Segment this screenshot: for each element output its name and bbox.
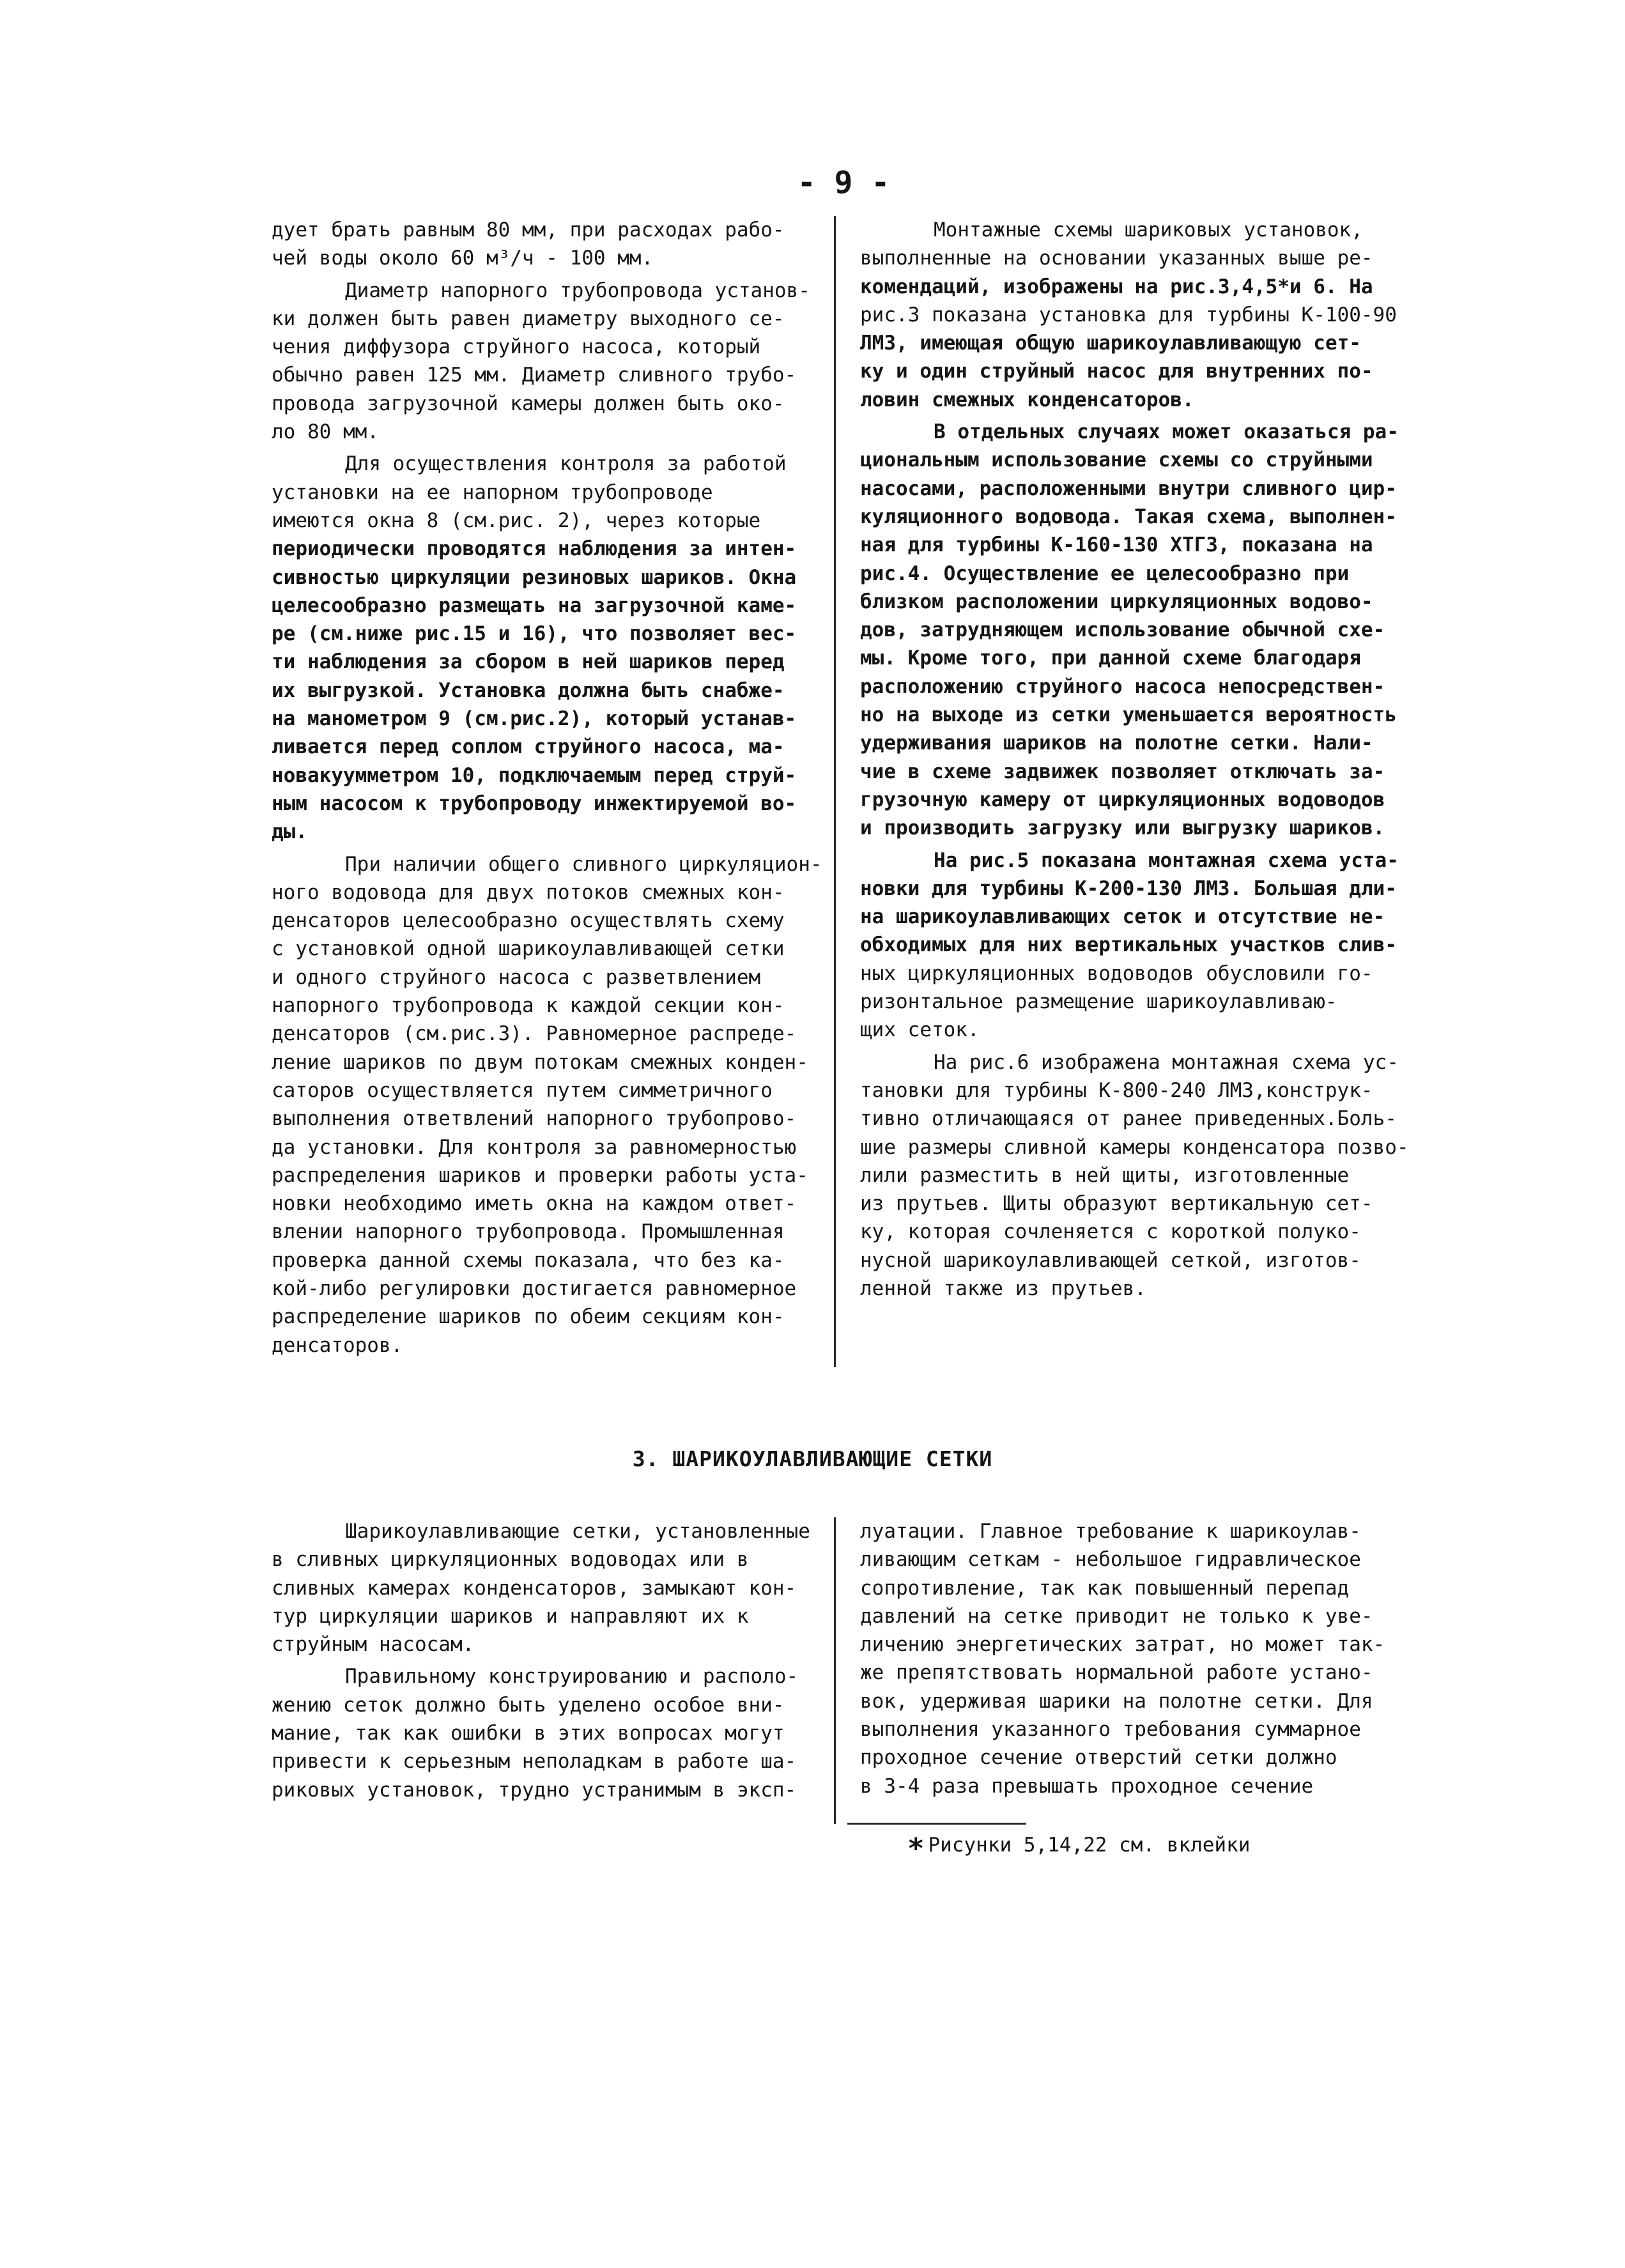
text-line: удерживания шариков на полотне сетки. Нали-	[860, 732, 1373, 755]
column-bottom-left	[272, 1517, 815, 1808]
column-divider	[834, 216, 836, 1367]
paragraph	[860, 1517, 1435, 1800]
paragraph	[272, 1662, 815, 1804]
text-line: Для осуществления контроля за работой	[345, 452, 787, 476]
text-line: влении напорного трубопровода. Промышленная	[272, 1220, 785, 1244]
text-line: ЛМЗ, имеющая общую шарикоулавливающую сет-	[860, 332, 1361, 355]
text-line: сивностью циркуляции резиновых шариков. Окна	[272, 565, 797, 589]
text-line: насосами, расположенными внутри сливного цир-	[860, 477, 1397, 500]
text-line: ло 80 мм.	[272, 420, 379, 444]
text-line: ливается перед соплом струйного насоса, ма-	[272, 735, 785, 759]
text-line: Диаметр напорного трубопровода установ-	[345, 279, 810, 302]
text-line: сливных камерах конденсаторов, замыкают кон-	[272, 1576, 797, 1600]
text-line: провода загрузочной камеры должен быть око-	[272, 392, 785, 415]
text-line: На рис.5 показана монтажная схема уста-	[934, 848, 1399, 872]
text-line: лили разместить в ней щиты, изготовленные	[860, 1163, 1350, 1187]
text-line: рис.3 показана установка для турбины К-100-90	[860, 303, 1397, 326]
text-line: проходное сечение отверстий сетки должно	[860, 1746, 1337, 1770]
column-top-left	[272, 216, 822, 1363]
text-line: привести к серьезным неполадкам в работе ша-	[272, 1750, 797, 1774]
text-line: куляционного водовода. Такая схема, выполнен-	[860, 505, 1397, 528]
paragraph	[272, 277, 815, 447]
text-line: мание, так как ошибки в этих вопросах могут	[272, 1722, 785, 1745]
paragraph	[272, 1517, 815, 1659]
text-line: на манометром 9 (см.рис.2), который устанав-	[272, 707, 797, 731]
text-line: Правильному конструированию и располо-	[345, 1665, 799, 1689]
text-line: мы. Кроме того, при данной схеме благодаря	[860, 647, 1361, 670]
text-line: щих сеток.	[860, 1018, 980, 1042]
text-line: рис.4. Осуществление ее целесообразно при	[860, 562, 1350, 585]
text-line: новакуумметром 10, подключаемым перед струй-	[272, 763, 797, 787]
text-line: новки необходимо иметь окна на каждом ответ-	[272, 1192, 797, 1216]
text-line: с установкой одной шарикоулавливающей сетки	[272, 937, 785, 961]
text-line: дует брать равным 80 мм, при расходах рабо-	[272, 218, 785, 241]
text-line: саторов осуществляется путем симметричного	[272, 1078, 773, 1102]
text-line: В отдельных случаях может оказаться ра-	[934, 420, 1399, 444]
text-line: тивно отличающаяся от ранее приведенных.Боль-	[860, 1107, 1397, 1131]
text-line: периодически проводятся наблюдения за интен-	[272, 537, 797, 561]
text-line: кой-либо регулировки достигается равномерное	[272, 1276, 797, 1300]
text-line: из прутьев. Щиты образуют вертикальную сет-	[860, 1192, 1373, 1216]
text-line: чей воды около 60 м³/ч - 100 мм.	[272, 247, 654, 270]
text-line: тур циркуляции шариков и направляют их к	[272, 1604, 749, 1628]
column-bottom-right	[860, 1517, 1435, 1804]
text-line: проверка данной схемы показала, что без ка-	[272, 1248, 785, 1272]
text-line: ленной также из прутьев.	[860, 1276, 1146, 1300]
text-line: денсаторов (см.рис.3). Равномерное распреде-	[272, 1022, 797, 1046]
text-line: обходимых для них вертикальных участков слив-	[860, 933, 1397, 957]
text-line: ление шариков по двум потокам смежных конден-	[272, 1050, 808, 1074]
text-line: чие в схеме задвижек позволяет отключать за-	[860, 760, 1385, 783]
text-line: ре (см.ниже рис.15 и 16), что позволяет вес-	[272, 622, 797, 646]
text-line: и одного струйного насоса с разветвлением	[272, 965, 761, 989]
text-line: ризонтальное размещение шарикоулавливаю-	[860, 990, 1337, 1014]
text-line: нусной шарикоулавливающей сеткой, изготов-	[860, 1248, 1361, 1272]
text-line: ного водовода для двух потоков смежных кон-	[272, 880, 785, 904]
paragraph	[272, 216, 815, 273]
text-line: денсаторов целесообразно осуществлять схему	[272, 909, 785, 933]
paragraph	[860, 216, 1435, 414]
text-line: близком расположении циркуляционных водово-	[860, 590, 1373, 613]
text-line: напорного трубопровода к каждой секции кон-	[272, 994, 785, 1018]
text-line: выполнения ответвлений напорного трубопрово-	[272, 1107, 797, 1131]
page-number: - 9 -	[797, 165, 890, 201]
footnote-text: Рисунки 5,14,22 см. вклейки	[928, 1834, 1251, 1857]
paragraph	[860, 1048, 1435, 1303]
text-line: в 3-4 раза превышать проходное сечение	[860, 1774, 1314, 1798]
text-line: комендаций, изображены на рис.3,4,5*и 6. На	[860, 275, 1373, 298]
paragraph	[272, 450, 815, 846]
text-line: ти наблюдения за сбором в ней шариков перед	[272, 650, 785, 674]
text-line: На рис.6 изображена монтажная схема ус-	[934, 1050, 1399, 1074]
text-line: чения диффузора струйного насоса, который	[272, 335, 761, 359]
text-line: в сливных циркуляционных водоводах или в	[272, 1548, 749, 1572]
text-line: денсаторов.	[272, 1333, 403, 1357]
footnote	[907, 1832, 1251, 1865]
footnote-separator	[847, 1823, 1026, 1825]
text-line: но на выходе из сетки уменьшается вероятность	[860, 703, 1397, 727]
footnote-mark: *	[907, 1832, 925, 1865]
text-line: ным насосом к трубопроводу инжектируемой во-	[272, 792, 797, 815]
text-line: ку, которая сочленяется с короткой полуко-	[860, 1220, 1361, 1244]
text-line: жению сеток должно быть уделено особое вни-	[272, 1693, 785, 1717]
text-line: новки для турбины К-200-130 ЛМЗ. Большая дли-	[860, 877, 1397, 900]
text-line: распределение шариков по обеим секциям кон-	[272, 1305, 785, 1329]
paragraph	[860, 847, 1435, 1045]
text-line: имеются окна 8 (см.рис. 2), через которые	[272, 509, 761, 532]
paragraph	[272, 850, 822, 1360]
text-line: их выгрузкой. Установка должна быть снабже-	[272, 678, 785, 702]
text-line: же препятствовать нормальной работе устано-	[860, 1661, 1373, 1685]
text-line: распределения шариков и проверки работы уста-	[272, 1163, 808, 1187]
text-line: расположению струйного насоса непосредствен-	[860, 675, 1385, 698]
text-line: личению энергетических затрат, но может так-	[860, 1633, 1385, 1657]
text-line: шие размеры сливной камеры конденсатора позво-	[860, 1135, 1409, 1159]
text-line: ных циркуляционных водоводов обусловили го-	[860, 962, 1373, 985]
text-line: и производить загрузку или выгрузку шариков.	[860, 816, 1385, 840]
text-line: При наличии общего сливного циркуляцион-	[345, 852, 822, 876]
text-line: установки на ее напорном трубопроводе	[272, 480, 713, 504]
text-line: вок, удерживая шарики на полотне сетки. Для	[860, 1689, 1373, 1713]
text-line: ды.	[272, 820, 307, 844]
column-top-right	[860, 216, 1435, 1306]
text-line: Шарикоулавливающие сетки, установленные	[345, 1520, 810, 1543]
text-line: на шарикоулавливающих сеток и отсутствие не-	[860, 905, 1385, 929]
text-line: целесообразно размещать на загрузочной каме-	[272, 594, 797, 617]
text-line: циональным использование схемы со струйными	[860, 448, 1373, 472]
text-line: ки должен быть равен диаметру выходного се-	[272, 307, 785, 330]
text-line: ку и один струйный насос для внутренних по-	[860, 360, 1373, 383]
text-line: ливающим сеткам - небольшое гидравлическое	[860, 1548, 1361, 1572]
text-line: луатации. Главное требование к шарикоулав-	[860, 1520, 1361, 1543]
text-line: дов, затрудняющем использование обычной схе-	[860, 618, 1385, 642]
text-line: выполненные на основании указанных выше ре-	[860, 247, 1373, 270]
text-line: струйным насосам.	[272, 1633, 475, 1657]
column-divider	[834, 1517, 836, 1824]
text-line: ловин смежных конденсаторов.	[860, 388, 1194, 411]
text-line: риковых установок, трудно устранимым в эксп-	[272, 1778, 797, 1802]
paragraph	[860, 418, 1435, 842]
text-line: ная для турбины К-160-130 ХТГЗ, показана на	[860, 533, 1373, 557]
text-line: тановки для турбины К-800-240 ЛМЗ,конструк-	[860, 1078, 1373, 1102]
text-line: грузочную камеру от циркуляционных водоводов	[860, 788, 1385, 811]
text-line: сопротивление, так как повышенный перепад	[860, 1576, 1350, 1600]
text-line: обычно равен 125 мм. Диаметр сливного трубо-	[272, 364, 797, 387]
text-line: выполнения указанного требования суммарное	[860, 1718, 1361, 1742]
text-line: да установки. Для контроля за равномерностью	[272, 1135, 797, 1159]
section-heading: 3. ШАРИКОУЛАВЛИВАЮЩИЕ СЕТКИ	[632, 1446, 993, 1471]
text-line: Монтажные схемы шариковых установок,	[934, 218, 1363, 241]
text-line: давлений на сетке приводит не только к уве-	[860, 1604, 1373, 1628]
